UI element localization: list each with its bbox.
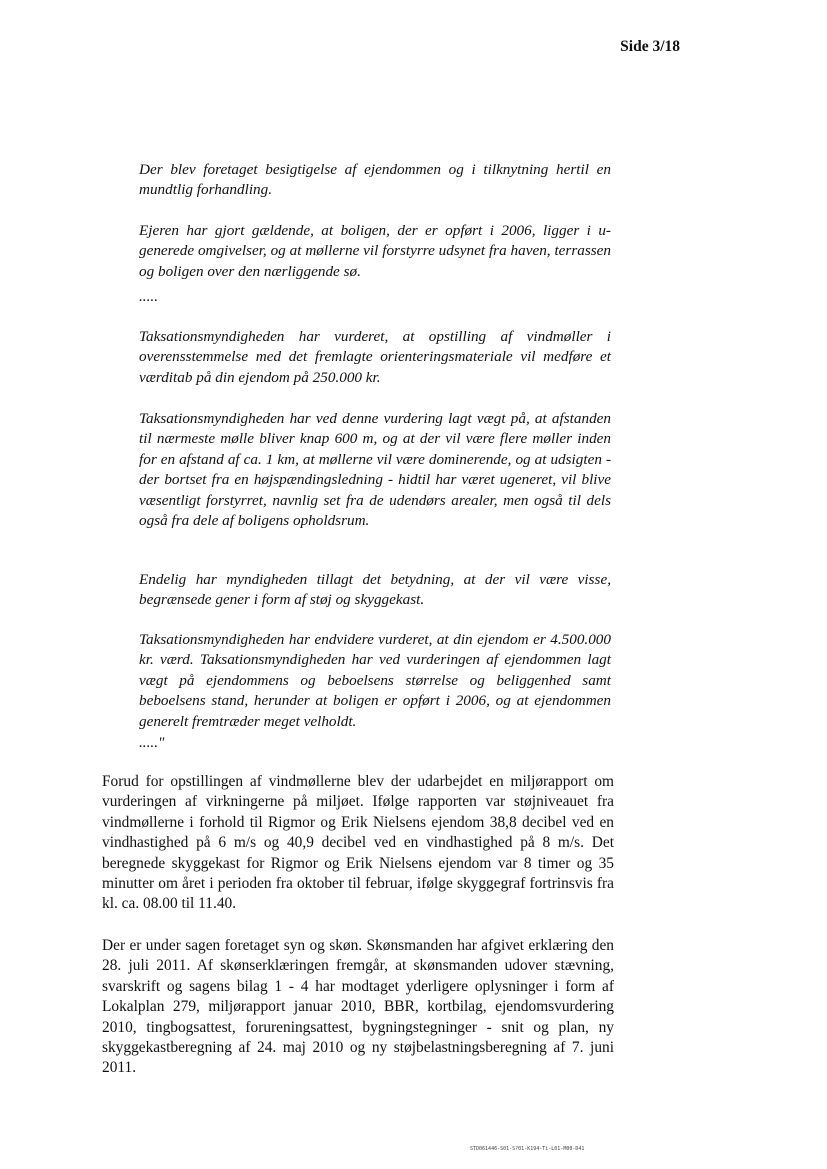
body-paragraph-environment-report: Forud for opstillingen af vindmøllerne blev der udarbejdet en miljørapport om vurderingen af virkningerne på miljøet. Ifølge rapporten var støjniveauet fra vindmøllerne i forhold til Rigmor og Erik Nielsens ejendom 38,8 decibel ved en vindhastighed på 6 m/s og 40,9 decibel ved en vindhastighed på 8 m/s. Det beregnede skyggekast for Rigmor og Erik Nielsens ejendom var 8 timer og 35 minutter om året i perioden fra oktober til februar, ifølge skyggegraf fortrinsvis fra kl. ca. 08.00 til 11.40. bbox=[102, 773, 614, 913]
quote-ellipsis: ..... bbox=[139, 288, 158, 305]
quote-paragraph-2: Ejeren har gjort gældende, at boligen, der er opført i 2006, ligger i u-generede omgivelser, og at møllerne vil forstyrre udsynet fra haven, terrassen og boligen over den nærliggende sø. bbox=[139, 222, 611, 280]
quote-closing-ellipsis: ....." bbox=[139, 734, 165, 751]
document-code: STD061446-S01-S?01-K194-Ti-L01-M00-D41 bbox=[470, 1146, 585, 1152]
quote-paragraph-4: Taksationsmyndigheden har ved denne vurdering lagt vægt på, at afstanden til nærmeste mølle bliver knap 600 m, og at der vil være flere møller inden for en afstand af ca. 1 km, at møllerne vil være dominerende, og at udsigten - der bortset fra en højspændingsledning - hidtil har været ugeneret, vil blive væsentligt forstyrret, navnlig set fra de udendørs arealer, men også til dels også fra dele af boligens opholdsrum. bbox=[139, 410, 611, 530]
quote-paragraph-5: Endelig har myndigheden tillagt det betydning, at der vil være visse, begrænsede gener i form af støj og skyggekast. bbox=[139, 571, 611, 609]
quote-paragraph-6: Taksationsmyndigheden har endvidere vurderet, at din ejendom er 4.500.000 kr. værd. Taksationsmyndigheden har ved vurderingen af ejendommen lagt vægt på ejendommens og beboelsens størrelse og beliggenhed samt beboelsens stand, herunder at boligen er opført i 2006, og at ejendommen generelt fremtræder meget velholdt. bbox=[139, 631, 611, 730]
quote-paragraph-3: Taksationsmyndigheden har vurderet, at opstilling af vindmøller i overensstemmelse med det fremlagte orienteringsmateriale vil medføre et værditab på din ejendom på 250.000 kr. bbox=[139, 328, 611, 386]
quote-paragraph-1: Der blev foretaget besigtigelse af ejendommen og i tilknytning hertil en mundtlig forhandling. bbox=[139, 161, 611, 199]
page-number: Side 3/18 bbox=[620, 38, 680, 55]
body-paragraph-survey: Der er under sagen foretaget syn og skøn. Skønsmanden har afgivet erklæring den 28. juli 2011. Af skønserklæringen fremgår, at skønsmanden udover stævning, svarskrift og sagens bilag 1 - 4 har modtaget yderligere oplysninger i form af Lokalplan 279, miljørapport januar 2010, BBR, kortbilag, ejendomsvurdering 2010, tingbogsattest, forureningsattest, bygningstegninger - snit og plan, ny skyggekastberegning af 24. maj 2010 og ny støjbelastningsberegning af 7. juni 2011. bbox=[102, 937, 614, 1077]
